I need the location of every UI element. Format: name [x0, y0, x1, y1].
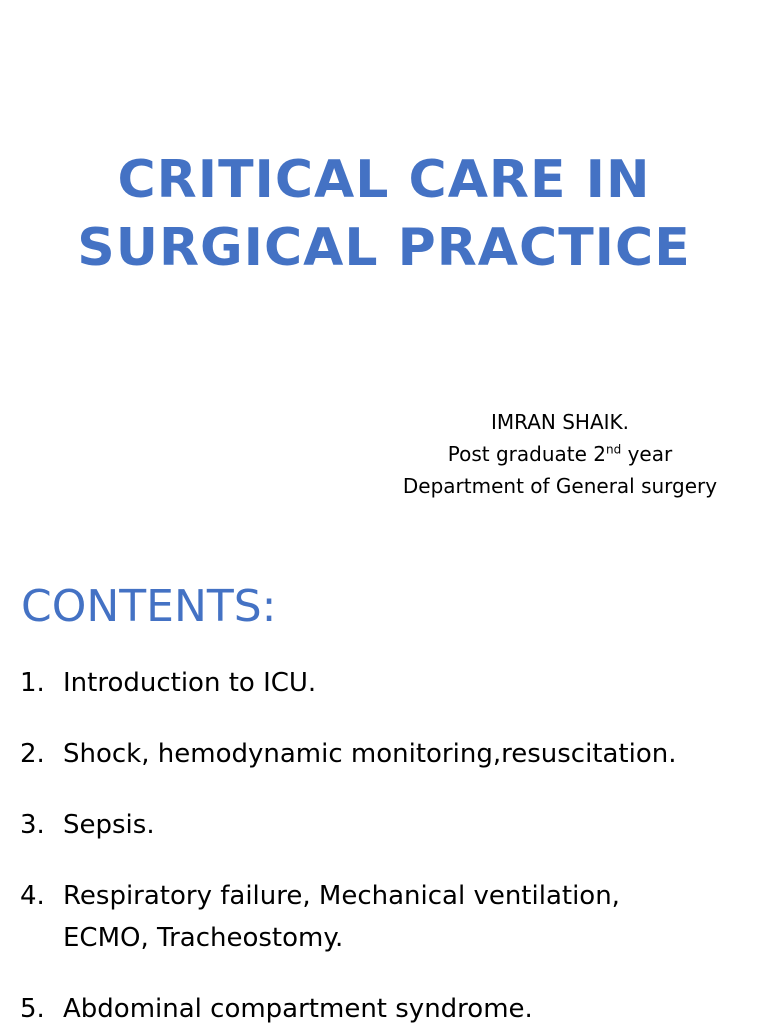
list-item: [0, 662, 768, 704]
page-title: [0, 146, 768, 282]
list-item: [0, 733, 768, 775]
author-name: IMRAN SHAIK.: [490, 410, 630, 434]
author-department: Department of General surgery: [402, 474, 718, 498]
list-item-text: Sepsis.: [63, 810, 155, 840]
list-item-text: Shock, hemodynamic monitoring,resuscitation.: [63, 739, 677, 769]
list-item: [0, 804, 768, 846]
list-item-number: 5.: [20, 994, 45, 1024]
author-role: [390, 438, 730, 470]
list-item-number: 2.: [20, 739, 45, 769]
author-role-prefix: Post graduate 2: [447, 442, 606, 466]
list-item: [0, 875, 768, 959]
author-block: [390, 406, 730, 502]
list-item-number: 3.: [20, 810, 45, 840]
list-item-text: Respiratory failure, Mechanical ventilation,: [63, 881, 620, 911]
list-item-number: 4.: [20, 881, 45, 911]
author-role-superscript: nd: [606, 442, 622, 457]
author-role-suffix: year: [621, 442, 673, 466]
list-item-text-continued: ECMO, Tracheostomy.: [63, 923, 344, 953]
list-item-text: Introduction to ICU.: [63, 668, 317, 698]
list-item-text: Abdominal compartment syndrome.: [63, 994, 533, 1024]
contents-heading: CONTENTS:: [21, 581, 277, 632]
title-line-1: CRITICAL CARE IN: [117, 150, 651, 210]
contents-list: [0, 662, 768, 1024]
list-item-number: 1.: [20, 668, 45, 698]
list-item: [0, 988, 768, 1024]
title-line-2: SURGICAL PRACTICE: [77, 218, 691, 278]
